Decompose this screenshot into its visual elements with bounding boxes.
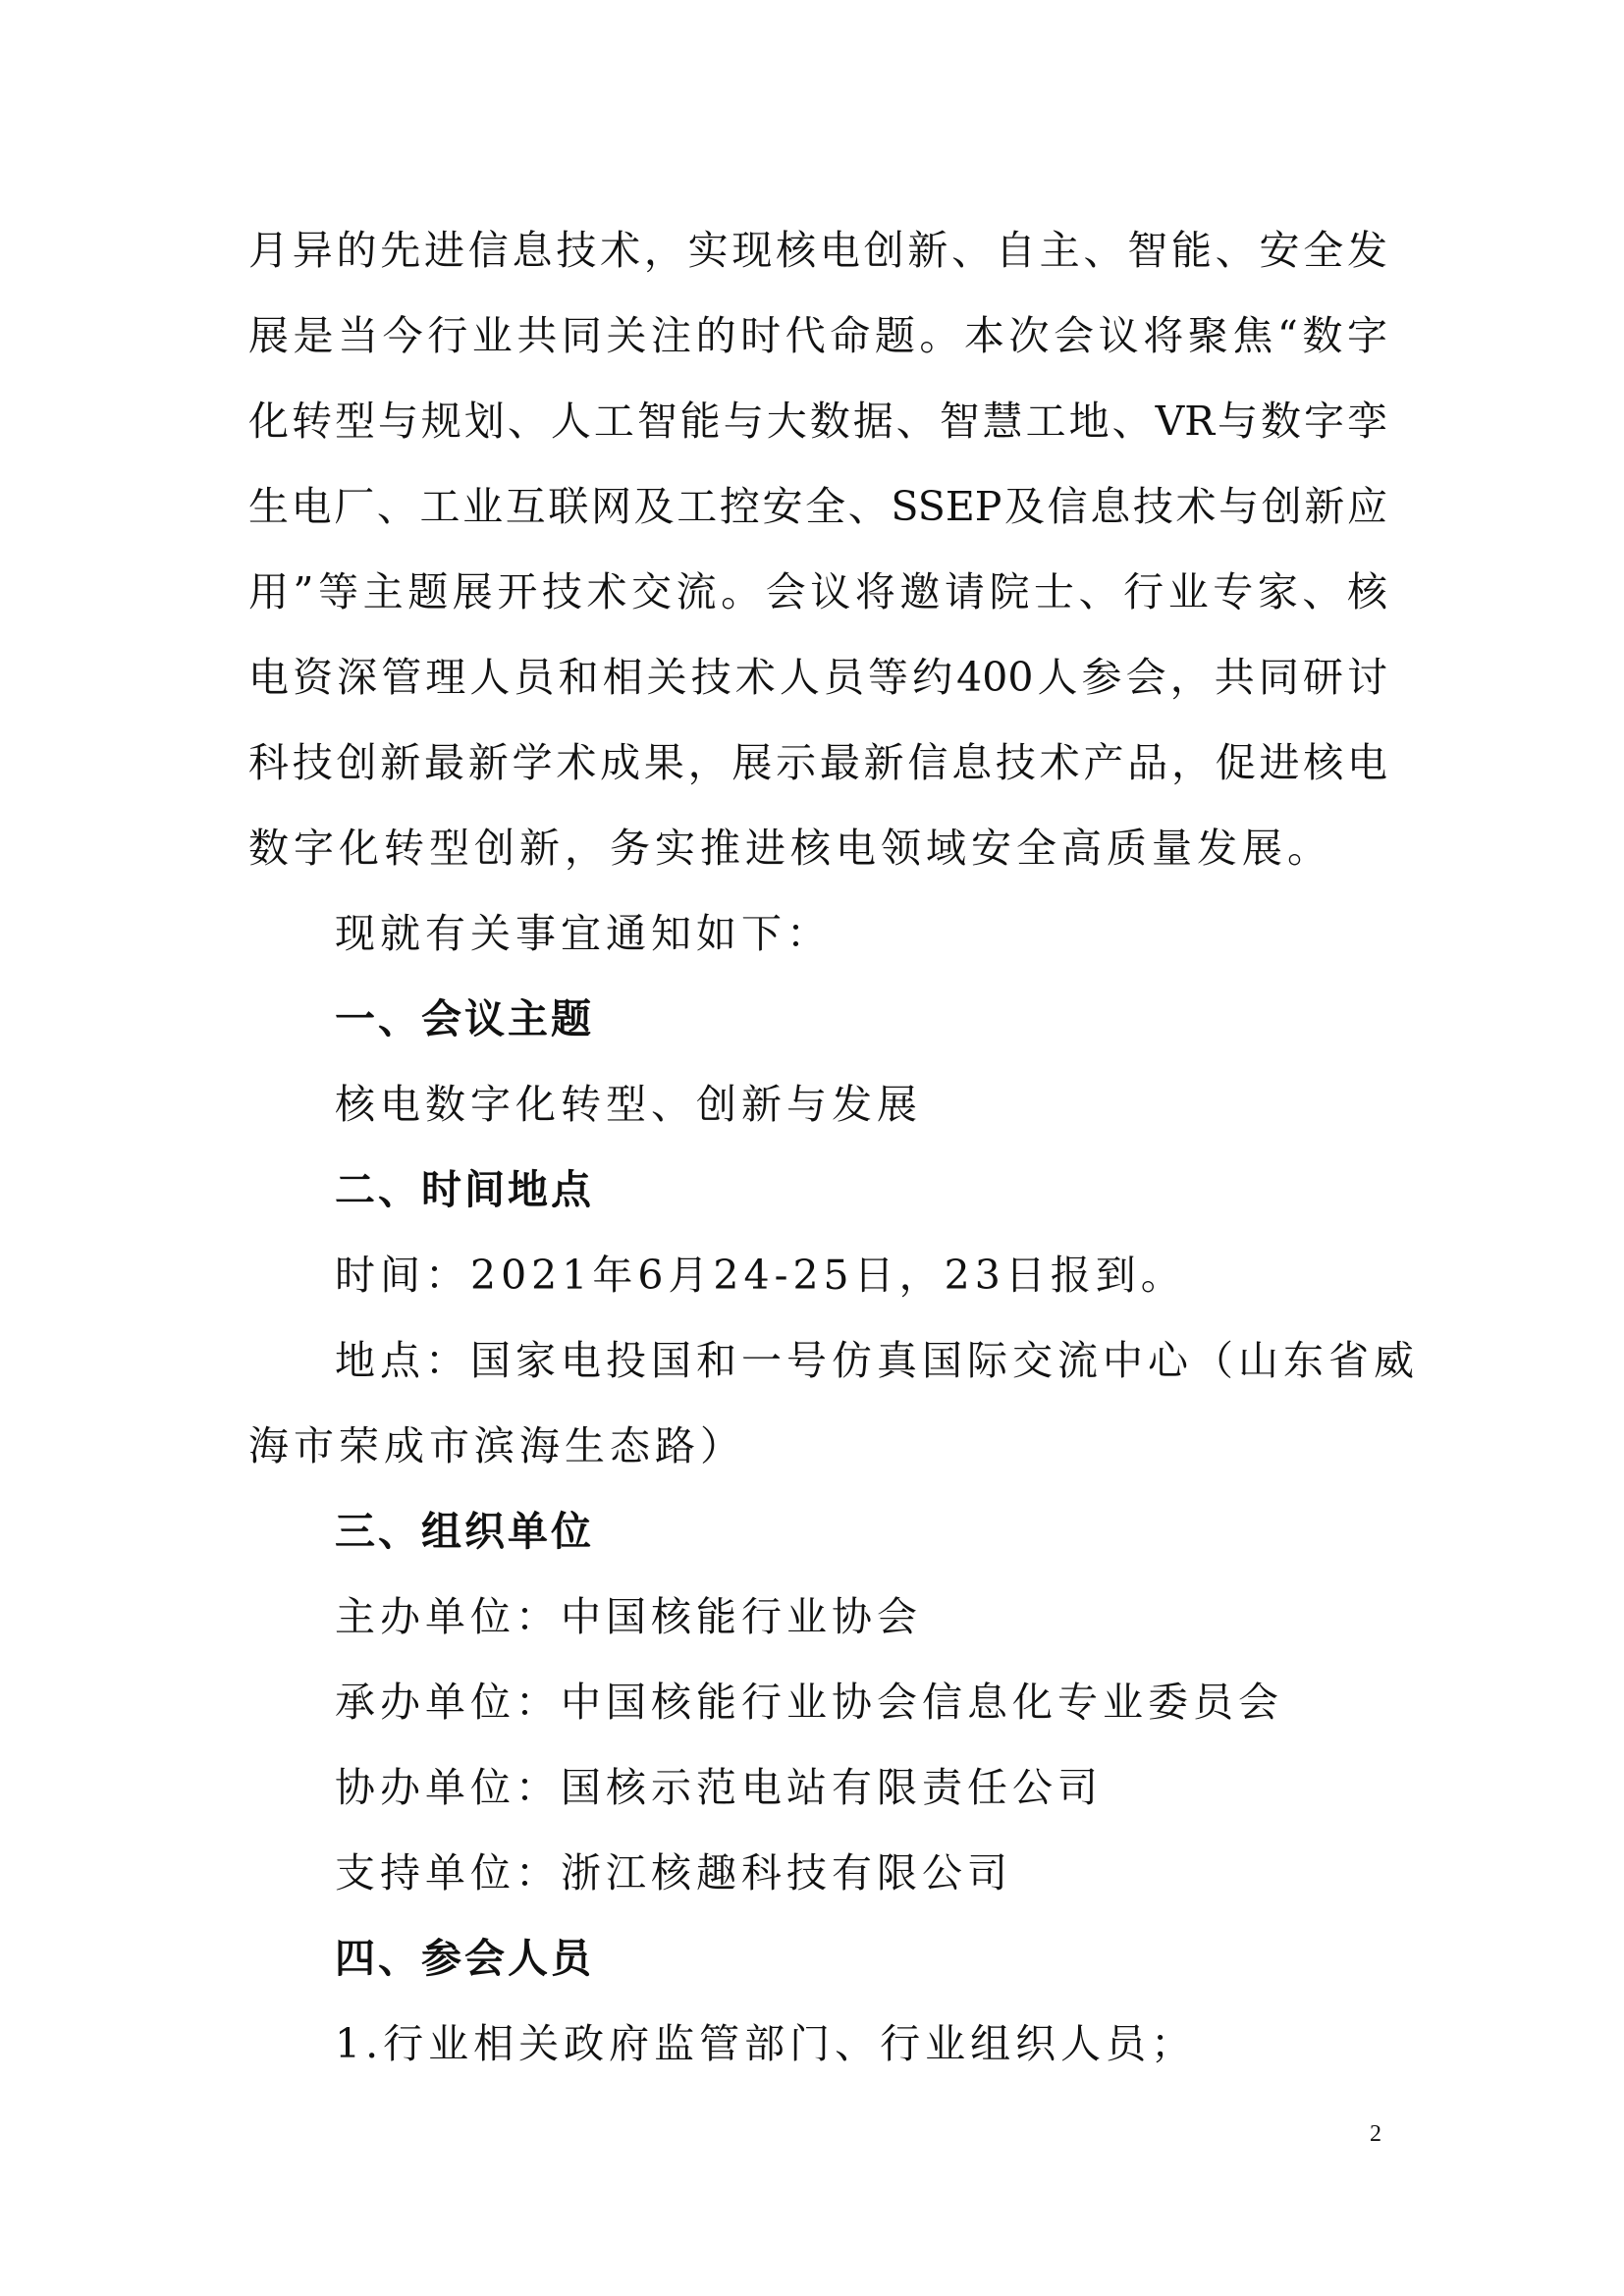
co-organizer-unit: 协办单位：国核示范电站有限责任公司: [335, 1764, 1103, 1811]
meeting-time: 时间：2021年6月24-25日，23日报到。: [335, 1252, 1186, 1299]
host-unit: 主办单位：中国核能行业协会: [335, 1593, 922, 1640]
organizer-unit: 承办单位：中国核能行业协会信息化专业委员会: [335, 1679, 1283, 1726]
section-1-heading: 一、会议主题: [335, 995, 594, 1042]
meeting-theme: 核电数字化转型、创新与发展: [335, 1081, 922, 1128]
section-3-heading: 三、组织单位: [335, 1508, 594, 1555]
notice-intro: 现就有关事宜通知如下：: [335, 910, 832, 957]
paragraph-line-6: 电资深管理人员和相关技术人员等约400人参会，共同研讨: [248, 654, 1387, 701]
attendee-item-1: 1.行业相关政府监管部门、行业组织人员；: [335, 2020, 1197, 2067]
section-4-heading: 四、参会人员: [335, 1935, 594, 1982]
paragraph-line-3: 化转型与规划、人工智能与大数据、智慧工地、VR与数字孪: [248, 398, 1387, 445]
paragraph-line-2: 展是当今行业共同关注的时代命题。本次会议将聚焦“数字: [248, 312, 1387, 359]
paragraph-line-7: 科技创新最新学术成果，展示最新信息技术产品，促进核电: [248, 739, 1387, 786]
section-2-heading: 二、时间地点: [335, 1166, 594, 1213]
paragraph-line-5: 用”等主题展开技术交流。会议将邀请院士、行业专家、核: [248, 568, 1387, 615]
paragraph-line-1: 月异的先进信息技术，实现核电创新、自主、智能、安全发: [248, 227, 1387, 274]
paragraph-line-4: 生电厂、工业互联网及工控安全、SSEP及信息技术与创新应: [248, 483, 1387, 530]
supporter-unit: 支持单位：浙江核趣科技有限公司: [335, 1849, 1012, 1896]
paragraph-line-8: 数字化转型创新，务实推进核电领域安全高质量发展。: [248, 825, 1332, 872]
meeting-location-line-1: 地点：国家电投国和一号仿真国际交流中心（山东省威: [335, 1337, 1419, 1384]
meeting-location-line-2: 海市荣成市滨海生态路）: [248, 1422, 745, 1469]
page-number: 2: [1370, 2121, 1381, 2147]
